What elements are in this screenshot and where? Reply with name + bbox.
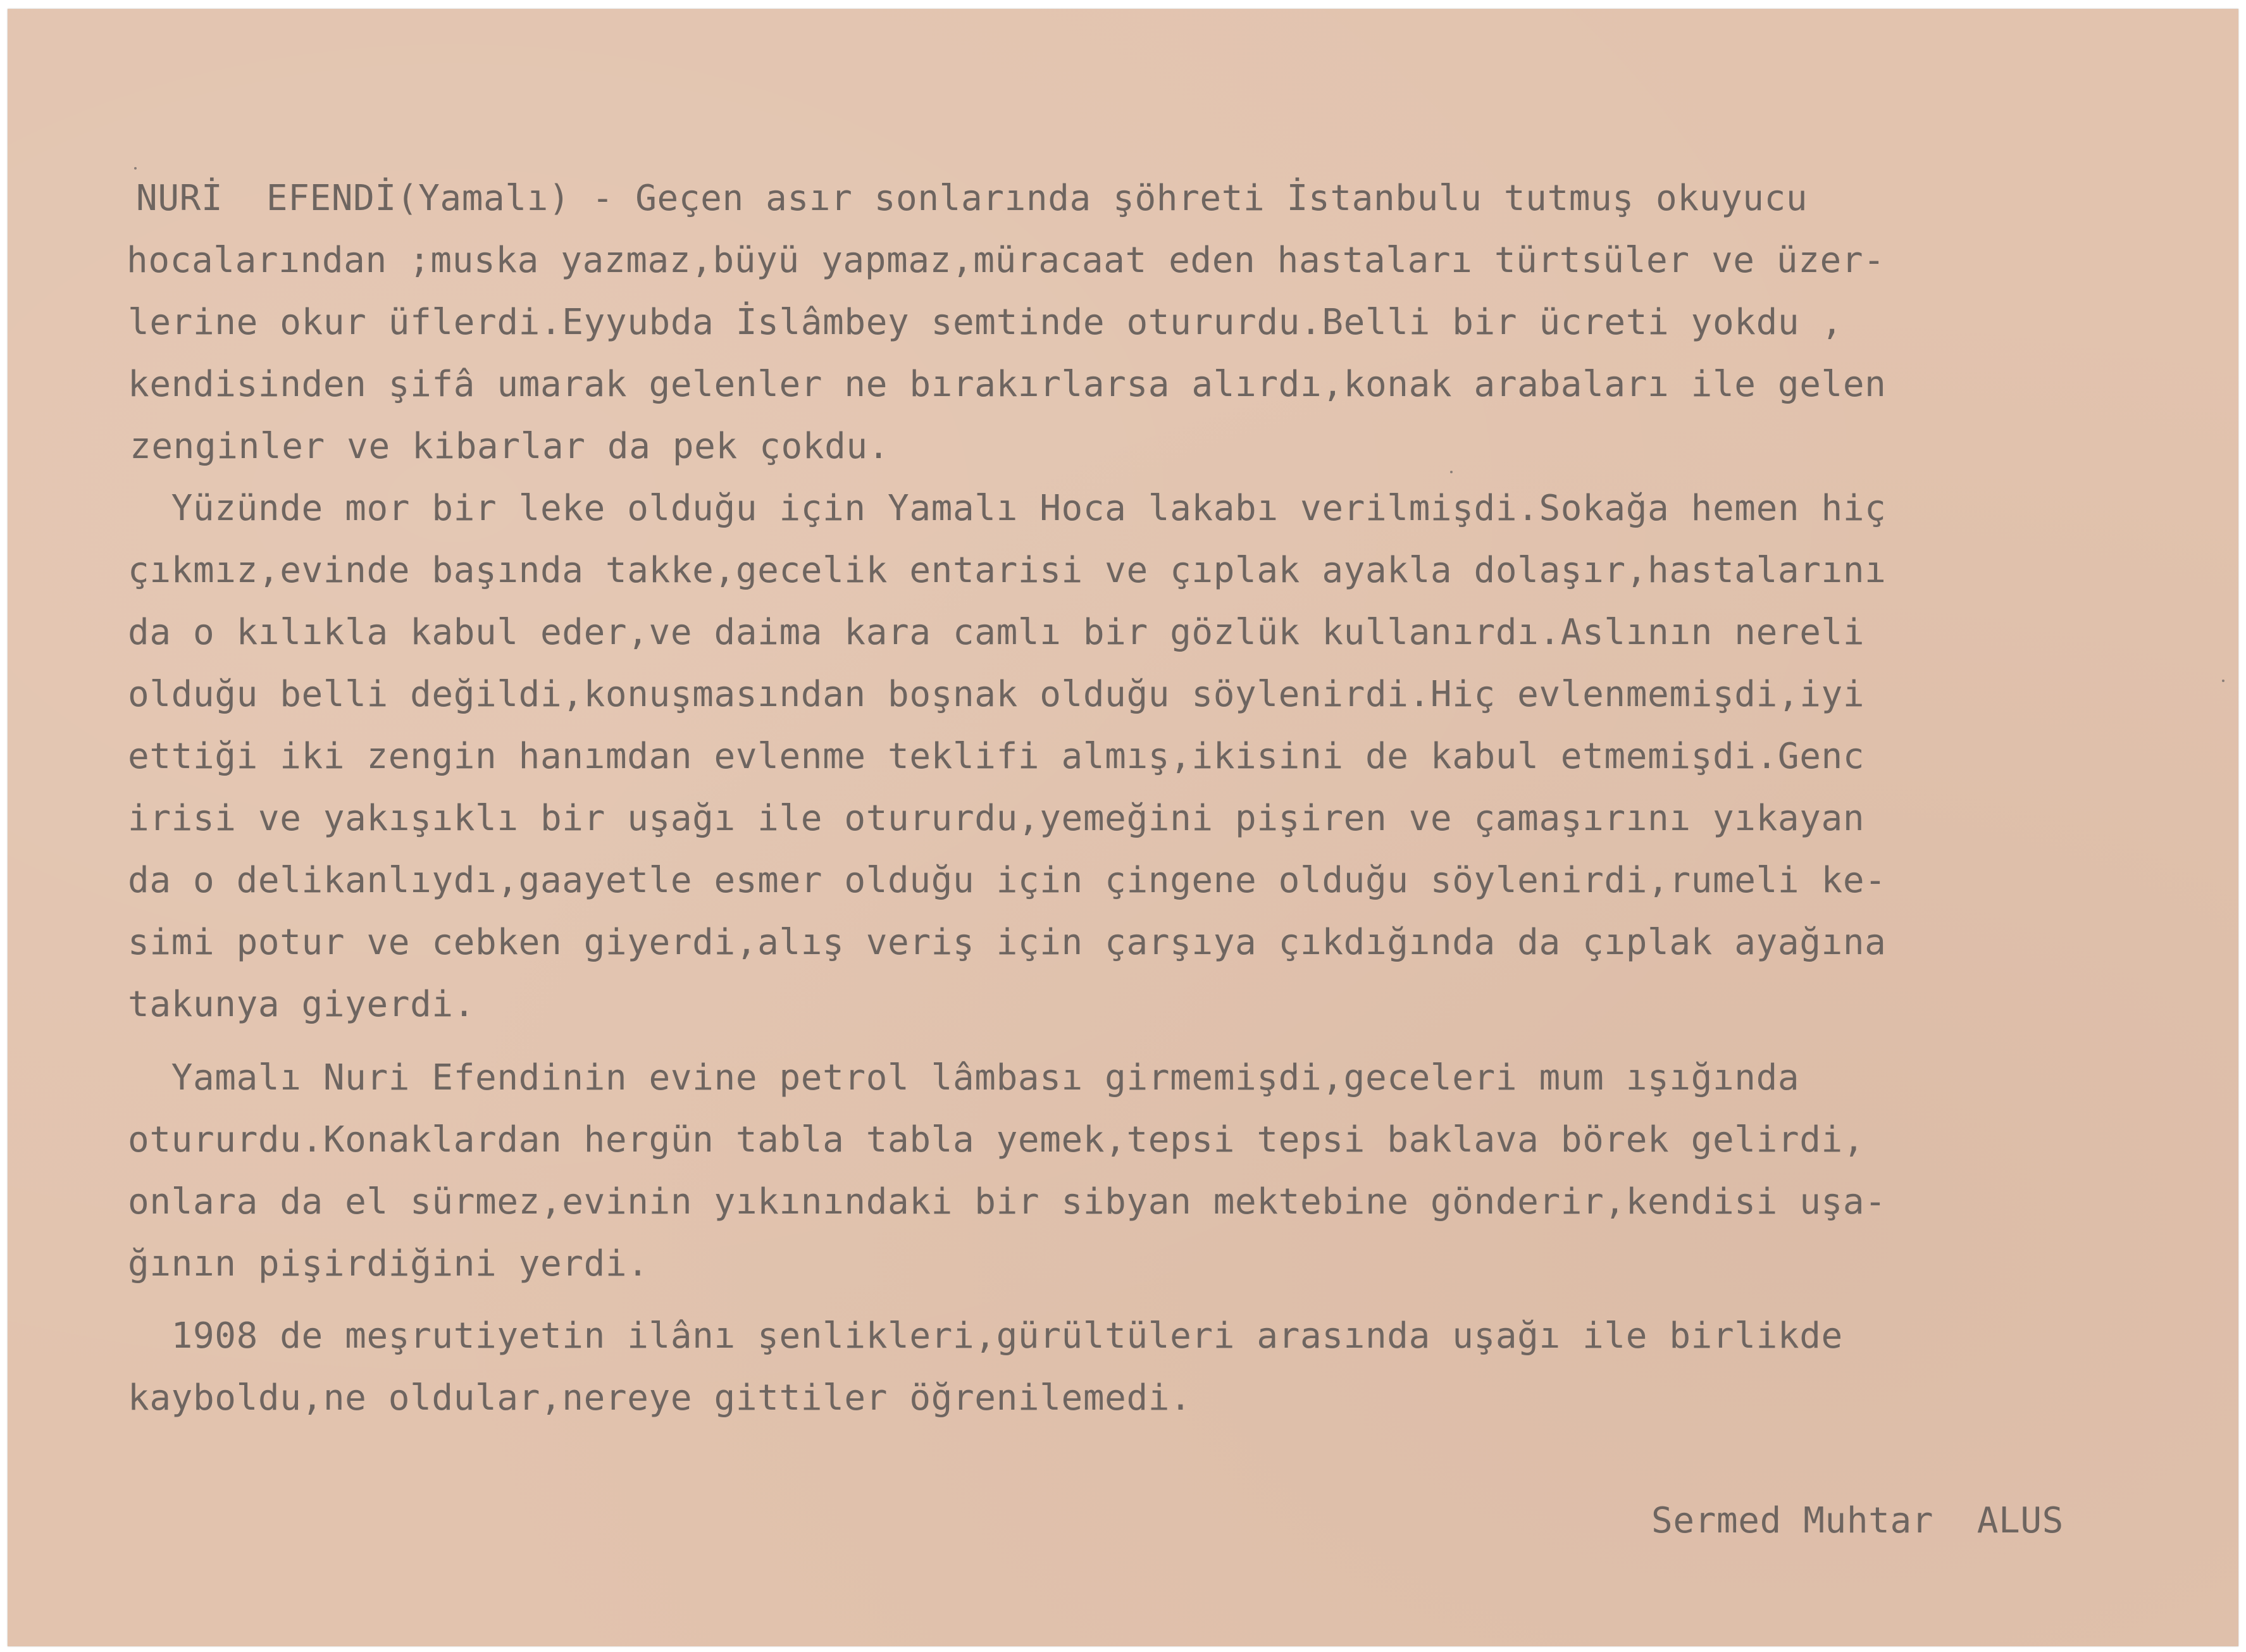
- text-line: takunya giyerdi.: [128, 984, 476, 1025]
- paper-speck: [2222, 680, 2224, 682]
- text-line: onlara da el sürmez,evinin yıkınındaki bir sibyan mektebine gönderir,kendisi uşa-: [128, 1181, 1887, 1222]
- text-line: 1908 de meşrutiyetin ilânı şenlikleri,gürültüleri arasında uşağı ile birlikde: [128, 1315, 1843, 1357]
- text-line: kayboldu,ne oldular,nereye gittiler öğrenilemedi.: [128, 1377, 1192, 1419]
- text-line: kendisinden şifâ umarak gelenler ne bırakırlarsa alırdı,konak arabaları ile gelen: [128, 364, 1887, 405]
- text-line: ettiği iki zengin hanımdan evlenme teklifi almış,ikisini de kabul etmemişdi.Genc: [128, 736, 1865, 777]
- paper-speck: [134, 167, 137, 170]
- typewritten-card: [8, 9, 2238, 1646]
- text-line: da o kılıkla kabul eder,ve daima kara camlı bir gözlük kullanırdı.Aslının nereli: [128, 612, 1865, 653]
- text-line: hocalarından ;muska yazmaz,büyü yapmaz,müracaat eden hastaları türtsüler ve üzer-: [127, 240, 1885, 281]
- author-signature: Sermed Muhtar ALUS: [1651, 1500, 2064, 1541]
- text-line: olduğu belli değildi,konuşmasından boşnak olduğu söylenirdi.Hiç evlenmemişdi,iyi: [128, 674, 1865, 715]
- text-line: Yüzünde mor bir leke olduğu için Yamalı Hoca lakabı verilmişdi.Sokağa hemen hiç: [128, 488, 1887, 529]
- text-line: çıkmız,evinde başında takke,gecelik entarisi ve çıplak ayakla dolaşır,hastalarını: [128, 550, 1887, 591]
- text-line: irisi ve yakışıklı bir uşağı ile otururdu,yemeğini pişiren ve çamaşırını yıkayan: [128, 798, 1865, 839]
- text-line: simi potur ve cebken giyerdi,alış veriş için çarşıya çıkdığında da çıplak ayağına: [128, 922, 1887, 963]
- text-line: zenginler ve kibarlar da pek çokdu.: [130, 426, 890, 467]
- text-line: lerine okur üflerdi.Eyyubda İslâmbey semtinde otururdu.Belli bir ücreti yokdu ,: [128, 302, 1843, 343]
- text-line: ğının pişirdiğini yerdi.: [128, 1243, 649, 1284]
- text-line: otururdu.Konaklardan hergün tabla tabla yemek,tepsi tepsi baklava börek gelirdi,: [128, 1119, 1865, 1160]
- paper-speck: [1450, 471, 1453, 473]
- text-line: da o delikanlıydı,gaayetle esmer olduğu için çingene olduğu söylenirdi,rumeli ke-: [128, 860, 1887, 901]
- text-line: NURİ EFENDİ(Yamalı) - Geçen asır sonlarında şöhreti İstanbulu tutmuş okuyucu: [136, 178, 1808, 219]
- text-line: Yamalı Nuri Efendinin evine petrol lâmbası girmemişdi,geceleri mum ışığında: [128, 1057, 1800, 1098]
